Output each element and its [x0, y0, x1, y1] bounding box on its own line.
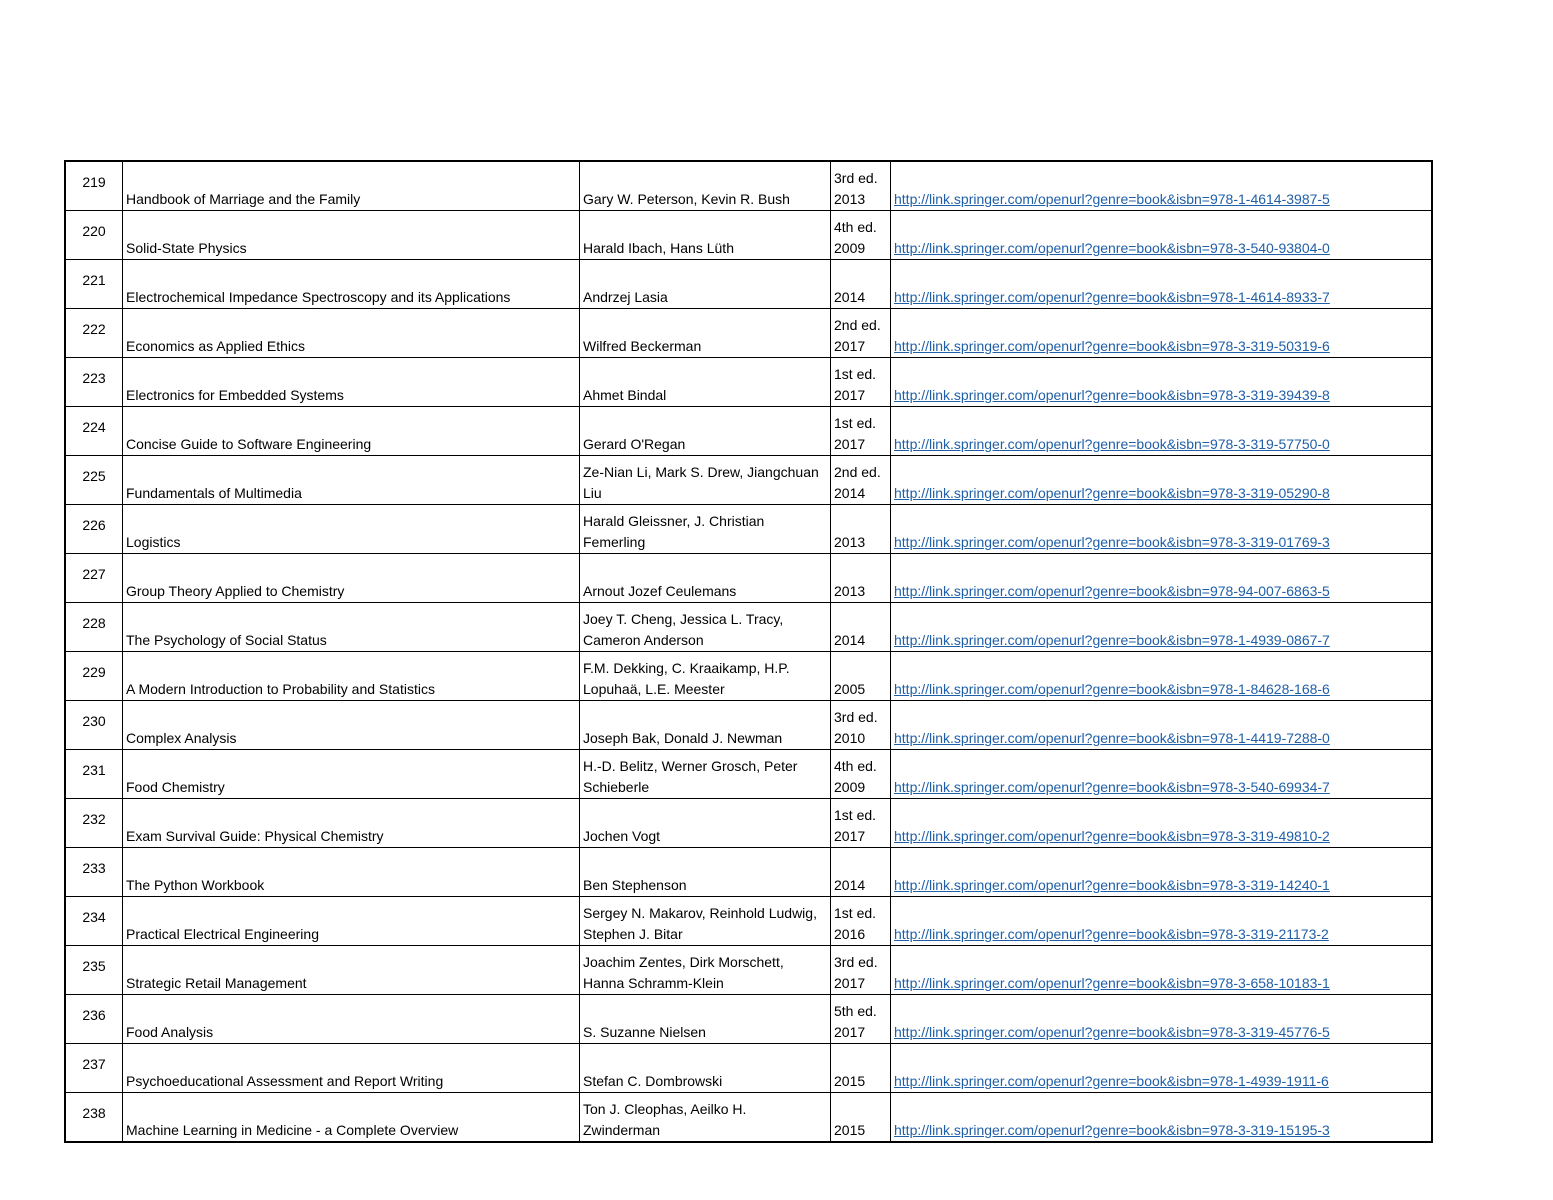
book-edition-year: [831, 1044, 891, 1093]
book-link-cell: [891, 1044, 1433, 1093]
book-authors: Joachim Zentes, Dirk Morschett, Hanna Schramm-Klein: [580, 946, 831, 995]
table-row: [65, 161, 1432, 211]
book-title: Handbook of Marriage and the Family: [123, 161, 580, 211]
row-number: 229: [65, 652, 123, 701]
book-authors: Harald Ibach, Hans Lüth: [580, 211, 831, 260]
table-row: [65, 1044, 1432, 1093]
book-authors: Wilfred Beckerman: [580, 309, 831, 358]
book-year: 2017: [834, 386, 866, 403]
book-link-cell: [891, 848, 1433, 897]
row-number: 232: [65, 799, 123, 848]
book-link-cell: [891, 897, 1433, 946]
book-year: 2013: [834, 582, 866, 599]
book-link[interactable]: http://link.springer.com/openurl?genre=book&isbn=978-3-540-69934-7: [894, 778, 1330, 795]
book-edition: 4th ed.: [834, 758, 877, 774]
book-edition-year: [831, 995, 891, 1044]
book-authors: Ze-Nian Li, Mark S. Drew, Jiangchuan Liu: [580, 456, 831, 505]
book-link[interactable]: http://link.springer.com/openurl?genre=book&isbn=978-3-319-21173-2: [894, 925, 1329, 942]
book-edition-year: [831, 1093, 891, 1143]
book-year: 2017: [834, 1023, 866, 1040]
table-row: [65, 505, 1432, 554]
row-number: 226: [65, 505, 123, 554]
book-link[interactable]: http://link.springer.com/openurl?genre=book&isbn=978-3-319-45776-5: [894, 1023, 1330, 1040]
table-row: [65, 750, 1432, 799]
table-row: [65, 848, 1432, 897]
book-year: 2009: [834, 778, 866, 795]
book-link[interactable]: http://link.springer.com/openurl?genre=book&isbn=978-1-4939-0867-7: [894, 631, 1330, 648]
row-number: 234: [65, 897, 123, 946]
book-authors: Ben Stephenson: [580, 848, 831, 897]
book-link-cell: [891, 1093, 1433, 1143]
book-authors: S. Suzanne Nielsen: [580, 995, 831, 1044]
book-title: Solid-State Physics: [123, 211, 580, 260]
book-link[interactable]: http://link.springer.com/openurl?genre=book&isbn=978-3-319-50319-6: [894, 337, 1330, 354]
book-year: 2014: [834, 876, 866, 893]
row-number: 230: [65, 701, 123, 750]
book-year: 2009: [834, 239, 866, 256]
table-row: [65, 1093, 1432, 1143]
book-edition-year: [831, 946, 891, 995]
book-edition: 3rd ed.: [834, 709, 878, 725]
book-list-body: [65, 161, 1432, 1142]
book-link-cell: [891, 456, 1433, 505]
book-link[interactable]: http://link.springer.com/openurl?genre=book&isbn=978-3-319-15195-3: [894, 1121, 1330, 1138]
book-year: 2010: [834, 729, 866, 746]
table-row: [65, 260, 1432, 309]
book-edition: 1st ed.: [834, 807, 877, 823]
book-year: 2017: [834, 974, 866, 991]
book-link-cell: [891, 358, 1433, 407]
book-authors: Andrzej Lasia: [580, 260, 831, 309]
book-authors: Joseph Bak, Donald J. Newman: [580, 701, 831, 750]
book-link[interactable]: http://link.springer.com/openurl?genre=book&isbn=978-1-84628-168-6: [894, 680, 1330, 697]
book-link-cell: [891, 603, 1433, 652]
row-number: 238: [65, 1093, 123, 1143]
book-edition-year: [831, 161, 891, 211]
book-edition: 5th ed.: [834, 1003, 877, 1019]
book-edition: 1st ed.: [834, 366, 877, 382]
table-row: [65, 652, 1432, 701]
book-title: Fundamentals of Multimedia: [123, 456, 580, 505]
book-link[interactable]: http://link.springer.com/openurl?genre=book&isbn=978-94-007-6863-5: [894, 582, 1330, 599]
book-link[interactable]: http://link.springer.com/openurl?genre=book&isbn=978-1-4614-8933-7: [894, 288, 1330, 305]
table-row: [65, 897, 1432, 946]
book-link[interactable]: http://link.springer.com/openurl?genre=book&isbn=978-1-4939-1911-6: [894, 1072, 1329, 1089]
book-year: 2016: [834, 925, 866, 942]
table-row: [65, 701, 1432, 750]
book-link-cell: [891, 407, 1433, 456]
book-edition-year: [831, 701, 891, 750]
book-edition-year: [831, 358, 891, 407]
book-edition-year: [831, 848, 891, 897]
book-link[interactable]: http://link.springer.com/openurl?genre=book&isbn=978-3-319-14240-1: [894, 876, 1330, 893]
table-row: [65, 603, 1432, 652]
book-year: 2014: [834, 631, 866, 648]
book-authors: Stefan C. Dombrowski: [580, 1044, 831, 1093]
book-link[interactable]: http://link.springer.com/openurl?genre=book&isbn=978-3-319-39439-8: [894, 386, 1330, 403]
book-authors: Harald Gleissner, J. Christian Femerling: [580, 505, 831, 554]
row-number: 233: [65, 848, 123, 897]
book-link-cell: [891, 652, 1433, 701]
book-authors: F.M. Dekking, C. Kraaikamp, H.P. Lopuhaä, L.E. Meester: [580, 652, 831, 701]
book-year: 2014: [834, 484, 866, 501]
book-authors: Arnout Jozef Ceulemans: [580, 554, 831, 603]
book-link[interactable]: http://link.springer.com/openurl?genre=book&isbn=978-3-319-05290-8: [894, 484, 1330, 501]
book-link[interactable]: http://link.springer.com/openurl?genre=book&isbn=978-1-4419-7288-0: [894, 729, 1330, 746]
book-edition-year: [831, 750, 891, 799]
table-row: [65, 211, 1432, 260]
book-authors: Jochen Vogt: [580, 799, 831, 848]
row-number: 235: [65, 946, 123, 995]
book-edition-year: [831, 309, 891, 358]
row-number: 222: [65, 309, 123, 358]
book-link[interactable]: http://link.springer.com/openurl?genre=book&isbn=978-3-319-49810-2: [894, 827, 1330, 844]
table-row: [65, 358, 1432, 407]
book-title: Group Theory Applied to Chemistry: [123, 554, 580, 603]
book-link-cell: [891, 799, 1433, 848]
book-year: 2017: [834, 337, 866, 354]
book-edition-year: [831, 799, 891, 848]
table-row: [65, 407, 1432, 456]
book-title: Psychoeducational Assessment and Report Writing: [123, 1044, 580, 1093]
book-edition-year: [831, 505, 891, 554]
book-year: 2013: [834, 190, 866, 207]
row-number: 228: [65, 603, 123, 652]
book-title: Practical Electrical Engineering: [123, 897, 580, 946]
book-title: Logistics: [123, 505, 580, 554]
table-row: [65, 554, 1432, 603]
book-edition: 1st ed.: [834, 415, 877, 431]
book-edition-year: [831, 260, 891, 309]
book-link-cell: [891, 211, 1433, 260]
book-year: 2015: [834, 1072, 866, 1089]
book-edition-year: [831, 652, 891, 701]
row-number: 220: [65, 211, 123, 260]
book-authors: Sergey N. Makarov, Reinhold Ludwig, Stephen J. Bitar: [580, 897, 831, 946]
row-number: 231: [65, 750, 123, 799]
book-title: Concise Guide to Software Engineering: [123, 407, 580, 456]
book-link[interactable]: http://link.springer.com/openurl?genre=book&isbn=978-3-540-93804-0: [894, 239, 1330, 256]
row-number: 237: [65, 1044, 123, 1093]
book-title: Electrochemical Impedance Spectroscopy and its Applications: [123, 260, 580, 309]
row-number: 236: [65, 995, 123, 1044]
book-list-table: [64, 160, 1433, 1143]
book-edition: 2nd ed.: [834, 464, 881, 480]
book-link-cell: [891, 161, 1433, 211]
row-number: 224: [65, 407, 123, 456]
book-year: 2005: [834, 680, 866, 697]
book-edition: 1st ed.: [834, 905, 877, 921]
row-number: 223: [65, 358, 123, 407]
book-edition-year: [831, 407, 891, 456]
book-link-cell: [891, 946, 1433, 995]
book-authors: Gerard O'Regan: [580, 407, 831, 456]
book-link[interactable]: http://link.springer.com/openurl?genre=book&isbn=978-3-319-57750-0: [894, 435, 1330, 452]
book-link-cell: [891, 309, 1433, 358]
book-link-cell: [891, 554, 1433, 603]
row-number: 227: [65, 554, 123, 603]
book-authors: Ton J. Cleophas, Aeilko H. Zwinderman: [580, 1093, 831, 1143]
book-year: 2013: [834, 533, 866, 550]
book-title: The Psychology of Social Status: [123, 603, 580, 652]
book-edition: 4th ed.: [834, 219, 877, 235]
book-edition-year: [831, 603, 891, 652]
book-link-cell: [891, 995, 1433, 1044]
book-authors: Ahmet Bindal: [580, 358, 831, 407]
book-title: Complex Analysis: [123, 701, 580, 750]
book-title: Exam Survival Guide: Physical Chemistry: [123, 799, 580, 848]
book-edition-year: [831, 897, 891, 946]
table-row: [65, 995, 1432, 1044]
table-row: [65, 946, 1432, 995]
book-link[interactable]: http://link.springer.com/openurl?genre=book&isbn=978-1-4614-3987-5: [894, 190, 1330, 207]
book-title: A Modern Introduction to Probability and Statistics: [123, 652, 580, 701]
book-title: Strategic Retail Management: [123, 946, 580, 995]
book-title: Machine Learning in Medicine - a Complete Overview: [123, 1093, 580, 1143]
book-year: 2017: [834, 435, 866, 452]
book-title: Economics as Applied Ethics: [123, 309, 580, 358]
book-authors: Gary W. Peterson, Kevin R. Bush: [580, 161, 831, 211]
book-authors: Joey T. Cheng, Jessica L. Tracy, Cameron Anderson: [580, 603, 831, 652]
book-edition-year: [831, 456, 891, 505]
row-number: 219: [65, 161, 123, 211]
book-edition: 3rd ed.: [834, 954, 878, 970]
book-year: 2017: [834, 827, 866, 844]
book-authors: H.-D. Belitz, Werner Grosch, Peter Schieberle: [580, 750, 831, 799]
table-row: [65, 456, 1432, 505]
book-edition-year: [831, 211, 891, 260]
book-year: 2014: [834, 288, 866, 305]
book-link[interactable]: http://link.springer.com/openurl?genre=book&isbn=978-3-319-01769-3: [894, 533, 1330, 550]
book-edition: 2nd ed.: [834, 317, 881, 333]
row-number: 225: [65, 456, 123, 505]
table-row: [65, 799, 1432, 848]
book-link-cell: [891, 750, 1433, 799]
book-title: Food Chemistry: [123, 750, 580, 799]
book-link-cell: [891, 701, 1433, 750]
row-number: 221: [65, 260, 123, 309]
book-title: Food Analysis: [123, 995, 580, 1044]
book-link[interactable]: http://link.springer.com/openurl?genre=book&isbn=978-3-658-10183-1: [894, 974, 1330, 991]
book-edition: 3rd ed.: [834, 170, 878, 186]
book-link-cell: [891, 260, 1433, 309]
table-row: [65, 309, 1432, 358]
book-link-cell: [891, 505, 1433, 554]
book-edition-year: [831, 554, 891, 603]
book-year: 2015: [834, 1121, 866, 1138]
book-title: The Python Workbook: [123, 848, 580, 897]
book-title: Electronics for Embedded Systems: [123, 358, 580, 407]
